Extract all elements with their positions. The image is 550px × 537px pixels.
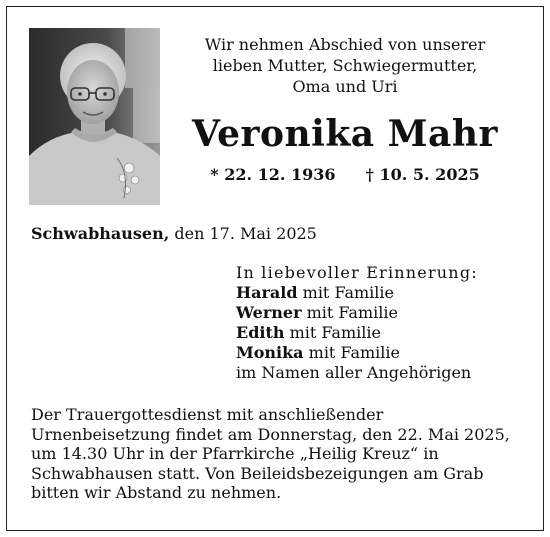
intro-text <box>190 34 500 97</box>
deceased-name: Veronika Mahr <box>192 113 498 155</box>
service-line: um 14.30 Uhr in der Pfarrkirche „Heilig Kreuz“ in <box>31 444 439 463</box>
remembrance-block <box>236 263 478 383</box>
family-suffix: mit Familie <box>289 323 381 342</box>
remembrance-closing: im Namen aller Angehörigen <box>236 363 472 382</box>
service-line: Urnenbeisetzung findet am Donnerstag, den 22. Mai 2025, <box>31 424 510 444</box>
intro-line: lieben Mutter, Schwiegermutter, <box>212 56 478 75</box>
family-line <box>236 323 478 343</box>
intro-line: Oma und Uri <box>292 77 398 96</box>
family-member-name: Harald <box>236 283 298 302</box>
birth-date: * 22. 12. 1936 <box>210 165 336 184</box>
service-line: Der Trauergottesdienst mit anschließender <box>31 405 384 424</box>
family-line <box>236 303 478 323</box>
family-suffix: mit Familie <box>302 283 394 302</box>
family-member-name: Monika <box>236 343 304 362</box>
portrait-photo <box>29 28 160 205</box>
service-line: bitten wir Abstand zu nehmen. <box>31 483 282 502</box>
family-member-name: Werner <box>236 303 302 322</box>
service-announcement <box>31 405 531 503</box>
family-suffix: mit Familie <box>308 343 400 362</box>
intro-line: Wir nehmen Abschied von unserer <box>204 35 486 54</box>
service-line: Schwabhausen statt. Von Beileidsbezeigungen am Grab <box>31 463 484 483</box>
family-member-name: Edith <box>236 323 285 342</box>
notice-date: den 17. Mai 2025 <box>174 224 317 243</box>
life-dates <box>190 164 500 186</box>
family-line <box>236 343 478 363</box>
place-date-line <box>31 223 317 245</box>
portrait-photo-icon <box>29 28 160 205</box>
place-name: Schwabhausen, <box>31 224 170 243</box>
family-suffix: mit Familie <box>306 303 398 322</box>
family-line <box>236 283 478 303</box>
remembrance-heading: In liebevoller Erinnerung: <box>236 263 478 282</box>
death-date: † 10. 5. 2025 <box>365 165 480 184</box>
